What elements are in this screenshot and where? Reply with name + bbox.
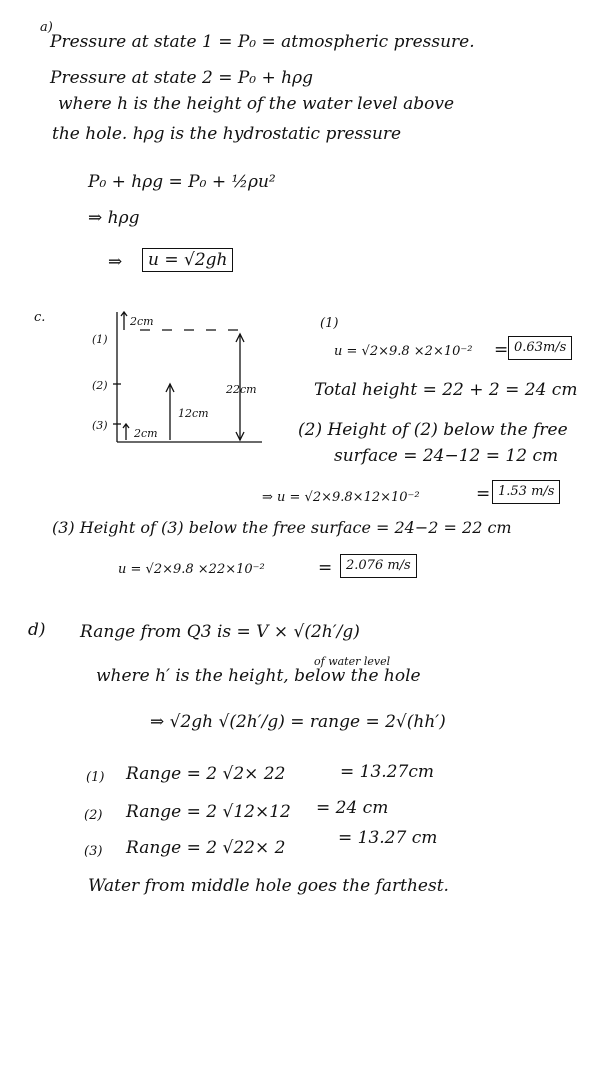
c-hole3-line: (3) Height of (3) below the free surface = 24−2 = 22 cm (52, 518, 512, 537)
c-hole3-result: 2.076 m/s (340, 554, 417, 578)
c-hole1-equation: u = √2×9.8 ×2×10⁻² (334, 344, 473, 359)
part-a-line-4: the hole. hρg is the hydrostatic pressure (52, 124, 402, 144)
diagram-dim-22: 22cm (226, 383, 257, 396)
part-a-line-1: Pressure at state 1 = P₀ = atmospheric pressure. (50, 32, 475, 52)
c-hole3-equation: u = √2×9.8 ×22×10⁻² (118, 562, 265, 577)
d-range-2-result: = 24 cm (316, 798, 389, 818)
d-range-1-label: (1) (86, 770, 105, 785)
diagram-dim-bottom: 2cm (134, 427, 158, 440)
part-c-label: c. (34, 310, 46, 325)
part-d-insert-note: of water level (314, 655, 391, 668)
c-hole2-equation: ⇒ u = √2×9.8×12×10⁻² (262, 490, 420, 505)
part-a-line-2: Pressure at state 2 = P₀ + hρg (50, 68, 313, 88)
c-hole1-equals: = (494, 340, 509, 360)
part-a-eq-2: ⇒ hρg (88, 208, 140, 228)
d-conclusion: Water from middle hole goes the farthest. (88, 876, 449, 896)
part-a-label: a) (40, 20, 53, 35)
d-range-2: Range = 2 √12×12 (126, 802, 291, 822)
d-range-1-result: = 13.27cm (340, 762, 434, 782)
c-hole2-line-1: (2) Height of (2) below the free (298, 420, 568, 440)
diagram-dim-top: 2cm (130, 315, 154, 328)
d-range-1: Range = 2 √2× 22 (126, 764, 286, 784)
c-hole2-result: 1.53 m/s (492, 480, 560, 504)
c-hole2-line-2: surface = 24−12 = 12 cm (334, 446, 559, 466)
d-range-3-label: (3) (84, 844, 103, 859)
part-a-line-3: where h is the height of the water level above (58, 94, 455, 114)
diagram-dim-12: 12cm (178, 407, 209, 420)
d-range-2-label: (2) (84, 808, 103, 823)
part-d-label: d) (28, 620, 46, 640)
d-range-3: Range = 2 √22× 2 (126, 838, 286, 858)
c-hole1-result: 0.63m/s (508, 336, 572, 360)
part-a-eq-1: P₀ + hρg = P₀ + ½ρu² (88, 172, 276, 192)
c-hole3-equals: = (318, 558, 333, 578)
d-range-3-result: = 13.27 cm (338, 828, 438, 848)
part-d-line-2: where h′ is the height, below the hole (96, 666, 421, 686)
c-hole2-equals: = (476, 484, 491, 504)
c-hole1-label: (1) (320, 316, 339, 331)
diagram-label-2: (2) (92, 379, 108, 392)
part-d-line-3: ⇒ √2gh √(2h′/g) = range = 2√(hh′) (150, 712, 446, 732)
part-d-line-1: Range from Q3 is = V × √(2h′/g) (80, 622, 360, 642)
c-total-height: Total height = 22 + 2 = 24 cm (314, 380, 578, 400)
part-a-eq-3-arrow: ⇒ (108, 252, 123, 272)
diagram-label-1: (1) (92, 333, 108, 346)
diagram-label-3: (3) (92, 419, 108, 432)
part-a-result-box: u = √2gh (142, 248, 233, 272)
